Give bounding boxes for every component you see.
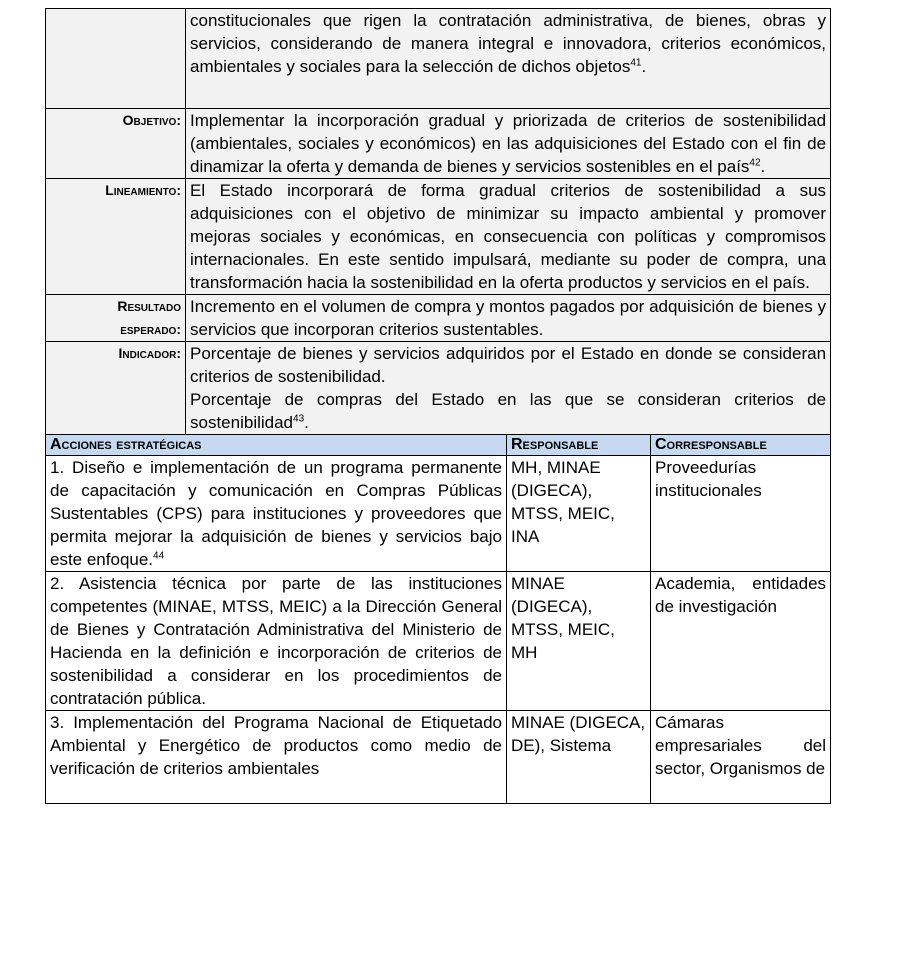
intro-label-cell [46, 9, 186, 109]
action-responsable: MH, MINAE (DIGECA), MTSS, MEIC, INA [507, 456, 651, 572]
action-text: 3. Implementación del Programa Nacional de Etiquetado Ambiental y Energético de productos como medio de verificación de criterios ambientales [46, 711, 507, 804]
action-corresponsable: Proveedurías institucionales [651, 456, 831, 572]
intro-text: constitucionales que rigen la contratación administrativa, de bienes, obras y servicios, considerando de manera integral e innovadora, criterios económicos, ambientales y sociales para la selección de dichos objetos [190, 11, 827, 76]
resultado-text: Incremento en el volumen de compra y montos pagados por adquisición de bienes y servicios que incorporan criterios sustentables. [186, 295, 831, 342]
strategy-table [45, 8, 831, 804]
action-responsable: MINAE (DIGECA), MTSS, MEIC, MH [507, 572, 651, 711]
resultado-label: Resultado esperado: [46, 295, 186, 342]
resultado-row [46, 295, 831, 342]
header-corresponsable: Corresponsable [651, 435, 831, 456]
objetivo-text: Implementar la incorporación gradual y priorizada de criterios de sostenibilidad (ambientales, sociales y económicos) en las adquisiciones del Estado con el fin de dinamizar la oferta y demanda de bienes y servicios sostenibles en el país$^{42}$. [186, 109, 831, 179]
indicador-label: Indicador: [46, 342, 186, 435]
action-corresponsable: Academia, entidades de investigación [651, 572, 831, 711]
header-acciones: Acciones estratégicas [46, 435, 507, 456]
footnote-ref-43[interactable]: 43 [293, 413, 305, 425]
action-responsable: MINAE (DIGECA, DE), Sistema [507, 711, 651, 804]
intro-row [46, 9, 831, 109]
header-row [46, 435, 831, 456]
action-row [46, 572, 831, 711]
lineamiento-label: Lineamiento: [46, 179, 186, 295]
action-text: 1. Diseño e implementación de un programa permanente de capacitación y comunicación en Compras Públicas Sustentables (CPS) para instituciones y proveedores que permita mejorar la adquisición de bienes y servicios bajo este enfoque.$^{44}$ [46, 456, 507, 572]
objetivo-row [46, 109, 831, 179]
indicador-row [46, 342, 831, 435]
indicador-text [186, 342, 831, 435]
indicador-text-1: Porcentaje de bienes y servicios adquiridos por el Estado en donde se consideran criterios de sostenibilidad. [190, 344, 827, 386]
intro-cell: constitucionales que rigen la contratación administrativa, de bienes, obras y servicios, considerando de manera integral e innovadora, criterios económicos, ambientales y sociales para la selección de dichos objetos$^{41}$. [186, 9, 831, 109]
header-responsable: Responsable [507, 435, 651, 456]
footnote-ref-42[interactable]: 42 [749, 157, 761, 169]
action-row [46, 456, 831, 572]
objetivo-label: Objetivo: [46, 109, 186, 179]
action-text: 2. Asistencia técnica por parte de las instituciones competentes (MINAE, MTSS, MEIC) a la Dirección General de Bienes y Contratación Administrativa del Ministerio de Hacienda en la definición e incorporación de criterios de sostenibilidad a considerar en los procedimientos de contratación pública. [46, 572, 507, 711]
footnote-ref-44[interactable]: 44 [153, 550, 165, 562]
lineamiento-text: El Estado incorporará de forma gradual criterios de sostenibilidad a sus adquisiciones con el objetivo de minimizar su impacto ambiental y promover mejoras sociales y económicas, en consecuencia con políticas y compromisos internacionales. En este sentido impulsará, mediante su poder de compra, una transformación hacia la sostenibilidad en la oferta productos y servicios en el país. [186, 179, 831, 295]
indicador-text-2: Porcentaje de compras del Estado en las que se consideran criterios de sostenibilidad$^{43}$. [190, 390, 827, 432]
footnote-ref-41[interactable]: 41 [630, 57, 642, 69]
lineamiento-row [46, 179, 831, 295]
action-corresponsable: Cámaras empresariales del sector, Organismos de [651, 711, 831, 804]
action-row [46, 711, 831, 804]
